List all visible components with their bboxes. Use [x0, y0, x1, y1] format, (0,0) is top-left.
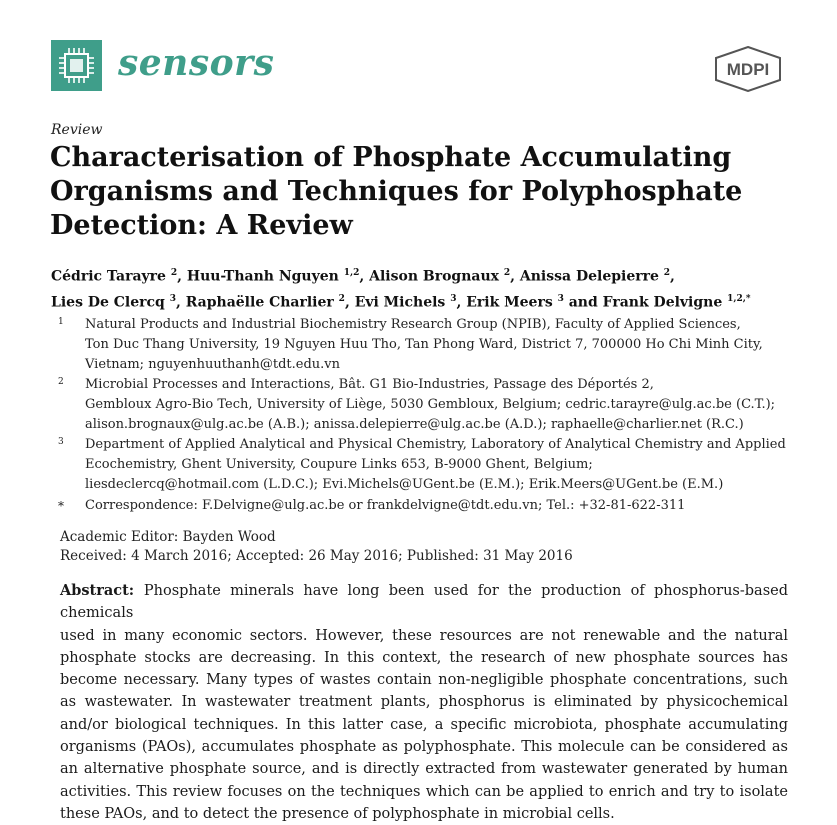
abstract-text: used in many economic sectors. However, these resources are not renewable and the natural [60, 627, 788, 644]
author-name: Huu-Thanh Nguyen [186, 268, 344, 285]
author-separator: and [563, 294, 603, 311]
abstract-text: an alternative phosphate source, and is directly extracted from wastewater generated by human [60, 761, 788, 778]
author-separator: , [344, 294, 355, 311]
abstract-line [60, 691, 788, 713]
affiliation-number: 2 [58, 377, 64, 387]
abstract-line [60, 758, 788, 780]
affiliation-line: Natural Products and Industrial Biochemistry Research Group (NPIB), Faculty of Applied Sciences, [85, 317, 741, 332]
affiliation-2 [58, 375, 788, 435]
publication-dates: Received: 4 March 2016; Accepted: 26 May 2016; Published: 31 May 2016 [60, 548, 573, 564]
title-line: Characterisation of Phosphate Accumulating [50, 142, 732, 173]
abstract-text: these PAOs, and to detect the presence of polyphosphate in microbial cells. [60, 805, 615, 822]
academic-editor: Academic Editor: Bayden Wood [60, 529, 276, 545]
article-title [50, 141, 790, 243]
abstract-line [60, 736, 788, 758]
author-name: Alison Brognaux [369, 268, 504, 285]
author-separator: , [510, 268, 520, 285]
abstract-text: become necessary. Many types of wastes contain non-negligible phosphate concentrations, such [60, 672, 788, 689]
abstract-line [60, 669, 788, 691]
affiliation-line: Gembloux Agro-Bio Tech, University of Liège, 5030 Gembloux, Belgium; cedric.tarayre@ulg.ac.be (C.T.); [85, 397, 776, 412]
author-affiliation-sup: 1,2 [343, 268, 360, 278]
abstract-label: Abstract: [60, 582, 144, 599]
author-affiliation-sup: 2 [663, 268, 671, 278]
abstract-text: organisms (PAOs), accumulates phosphate as polyphosphate. This molecule can be considered as [60, 739, 788, 756]
affiliation-line: Vietnam; nguyenhuuthanh@tdt.edu.vn [85, 357, 341, 372]
author-affiliation-sup: 2 [170, 268, 178, 278]
author-affiliation-sup: 2 [503, 268, 511, 278]
sensors-logo-icon [51, 40, 102, 91]
affiliation-line: liesdeclercq@hotmail.com (L.D.C.); Evi.Michels@UGent.be (E.M.); Erik.Meers@UGent.be (E.M.) [85, 477, 724, 492]
affiliation-number: 3 [58, 437, 64, 447]
author-separator: , [456, 294, 467, 311]
author-separator: , [175, 294, 186, 311]
abstract-text: phosphate stocks are decreasing. In this context, the research of new phosphate sources has [60, 649, 788, 666]
article-type: Review [51, 122, 103, 138]
author-name: Lies De Clercq [51, 294, 170, 311]
author-list [51, 262, 791, 313]
abstract-line [60, 580, 788, 625]
abstract-line [60, 714, 788, 736]
journal-header [51, 40, 791, 90]
abstract-line [60, 781, 788, 803]
author-line [51, 288, 791, 314]
abstract-text: activities. This review focuses on the techniques which can be applied to enrich and try to isolate [60, 783, 788, 800]
correspondence [58, 496, 788, 516]
author-affiliation-sup: 1,2,* [727, 293, 751, 304]
correspondence-line: Correspondence: F.Delvigne@ulg.ac.be or frankdelvigne@tdt.edu.vn; Tel.: +32-81-622-311 [85, 498, 686, 513]
abstract-text: Phosphate minerals have long been used for the production of phosphorus-based chemicals [60, 583, 788, 622]
affiliation-number: 1 [58, 317, 64, 327]
abstract-line [60, 803, 788, 825]
author-affiliation-sup: 3 [557, 293, 564, 304]
affiliation-line: Ton Duc Thang University, 19 Nguyen Huu Tho, Tan Phong Ward, District 7, 700000 Ho Chi Minh City, [85, 337, 763, 352]
mdpi-logo-icon [713, 46, 783, 92]
abstract-text: as wastewater. In wastewater treatment plants, phosphorus is eliminated by physicochemical [60, 694, 788, 711]
author-name: Anissa Delepierre [519, 268, 664, 285]
author-separator: , [670, 268, 675, 285]
publisher-name: MDPI [726, 60, 770, 79]
author-affiliation-sup: 3 [450, 293, 457, 304]
author-name: Cédric Tarayre [51, 268, 171, 285]
correspondence-marker: * [58, 499, 64, 513]
abstract-text: and/or biological techniques. In this latter case, a specific microbiota, phosphate accumulating [60, 716, 788, 733]
author-line [51, 262, 791, 288]
author-name: Evi Michels [354, 294, 451, 311]
affiliation-line: Ecochemistry, Ghent University, Coupure Links 653, B-9000 Ghent, Belgium; [85, 457, 593, 472]
abstract-line [60, 647, 788, 669]
affiliation-1 [58, 315, 788, 375]
title-line: Organisms and Techniques for Polyphosphate [50, 176, 743, 207]
title-line: Detection: A Review [50, 210, 353, 241]
affiliation-line: Department of Applied Analytical and Physical Chemistry, Laboratory of Analytical Chemistry and Applied [85, 437, 786, 452]
author-name: Frank Delvigne [602, 294, 728, 311]
author-separator: , [359, 268, 370, 285]
affiliation-line: alison.brognaux@ulg.ac.be (A.B.); anissa.delepierre@ulg.ac.be (A.D.); raphaelle@charlier.net (R.C.) [85, 417, 744, 432]
author-affiliation-sup: 3 [169, 293, 176, 304]
author-name: Raphaëlle Charlier [185, 294, 339, 311]
author-name: Erik Meers [466, 294, 558, 311]
abstract-line [60, 625, 788, 647]
affiliation-3 [58, 435, 788, 495]
author-affiliation-sup: 2 [338, 293, 345, 304]
abstract-body [60, 580, 788, 825]
author-separator: , [177, 268, 187, 285]
affiliation-line: Microbial Processes and Interactions, Bât. G1 Bio-Industries, Passage des Déportés 2, [85, 377, 654, 392]
journal-name: sensors [118, 42, 275, 84]
abstract [60, 580, 788, 825]
